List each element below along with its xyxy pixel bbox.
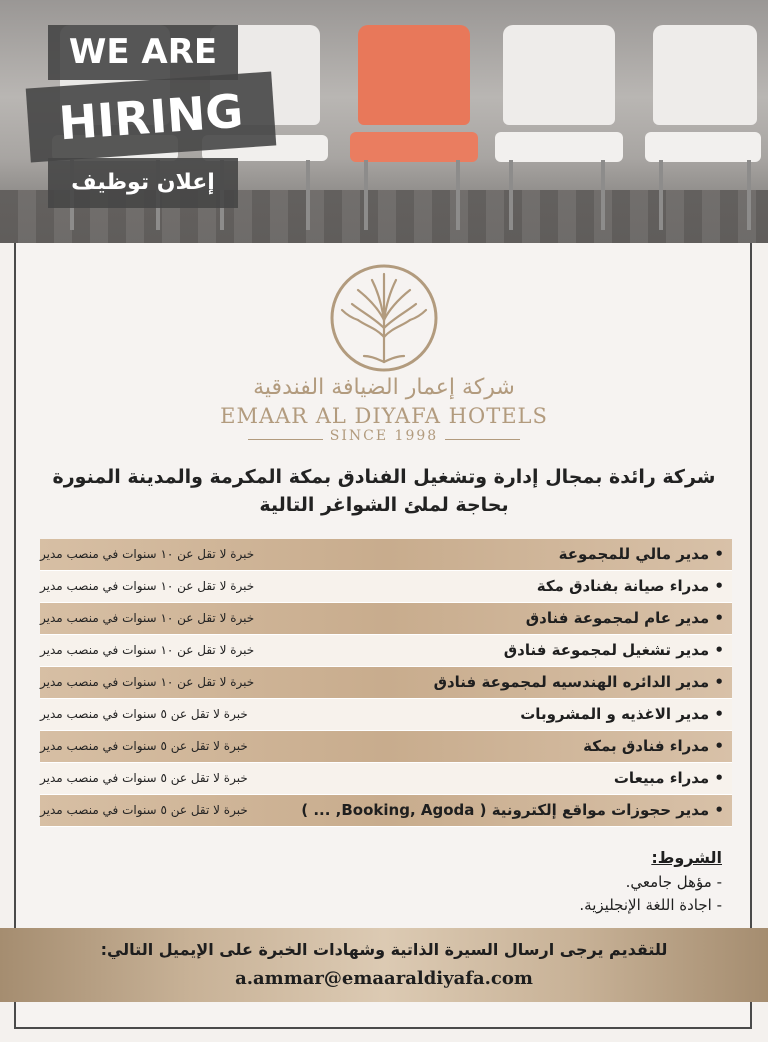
hero-banner [0,0,768,243]
job-title: • مدير تشغيل لمجموعة فنادق [503,641,724,659]
hiring-badge-we-are: WE ARE [48,25,238,80]
condition-item: - مؤهل جامعي. [625,873,722,891]
job-title: • مدير عام لمجموعة فنادق [525,609,724,627]
job-experience: خبرة لا تقل عن ٥ سنوات في منصب مدير [40,707,248,721]
job-experience: خبرة لا تقل عن ١٠ سنوات في منصب مدير [40,675,255,689]
divider [445,439,520,440]
job-experience: خبرة لا تقل عن ١٠ سنوات في منصب مدير [40,611,255,625]
table-row [40,731,732,763]
table-row [40,539,732,571]
apply-email[interactable]: a.ammar@emaaraldiyafa.com [235,968,533,989]
since-line [248,428,520,448]
table-row [40,667,732,699]
job-title: • مدراء فنادق بمكة [583,737,724,755]
job-experience: خبرة لا تقل عن ١٠ سنوات في منصب مدير [40,579,255,593]
apply-text: للتقديم يرجى ارسال السيرة الذاتية وشهادات الخبرة على الإيميل التالي: [100,940,668,959]
job-experience: خبرة لا تقل عن ١٠ سنوات في منصب مدير [40,547,255,561]
job-experience: خبرة لا تقل عن ٥ سنوات في منصب مدير [40,771,248,785]
hiring-badge-hiring: HIRING [26,72,277,163]
chair-icon [645,20,768,230]
chair-icon [495,20,625,230]
intro-line-1: شركة رائدة بمجال إدارة وتشغيل الفنادق بمكة المكرمة والمدينة المنورة [52,466,716,488]
job-title: • مدير حجوزات مواقع إلكترونية ( Booking, Agoda, ... ) [301,801,724,819]
job-experience: خبرة لا تقل عن ٥ سنوات في منصب مدير [40,739,248,753]
condition-item: - اجادة اللغة الإنجليزية. [579,896,722,914]
job-title: • مدير مالي للمجموعة [558,545,724,563]
job-title: • مدراء صيانة بفنادق مكة [536,577,724,595]
job-experience: خبرة لا تقل عن ٥ سنوات في منصب مدير [40,803,248,817]
brand-name-arabic: شركة إعمار الضيافة الفندقية [253,375,515,400]
job-experience: خبرة لا تقل عن ١٠ سنوات في منصب مدير [40,643,255,657]
since-text: SINCE 1998 [329,428,439,444]
table-row [40,603,732,635]
table-row [40,571,732,603]
hiring-badge-arabic: إعلان توظيف [48,158,238,208]
table-row [40,763,732,795]
job-title: • مدراء مبيعات [613,769,724,787]
intro-line-2: بحاجة لملئ الشواغر التالية [259,494,509,516]
brand-name-english: EMAAR AL DIYAFA HOTELS [220,404,548,428]
tree-logo-icon [328,262,440,374]
job-title: • مدير الدائره الهندسيه لمجموعة فنادق [433,673,724,691]
table-row [40,795,732,827]
jobs-table [40,539,732,827]
apply-banner [0,928,768,1002]
chair-icon [350,20,480,230]
table-row [40,635,732,667]
conditions-heading: الشروط: [651,848,722,867]
table-row [40,699,732,731]
conditions [579,846,722,917]
job-title: • مدير الاغذيه و المشروبات [520,705,724,723]
